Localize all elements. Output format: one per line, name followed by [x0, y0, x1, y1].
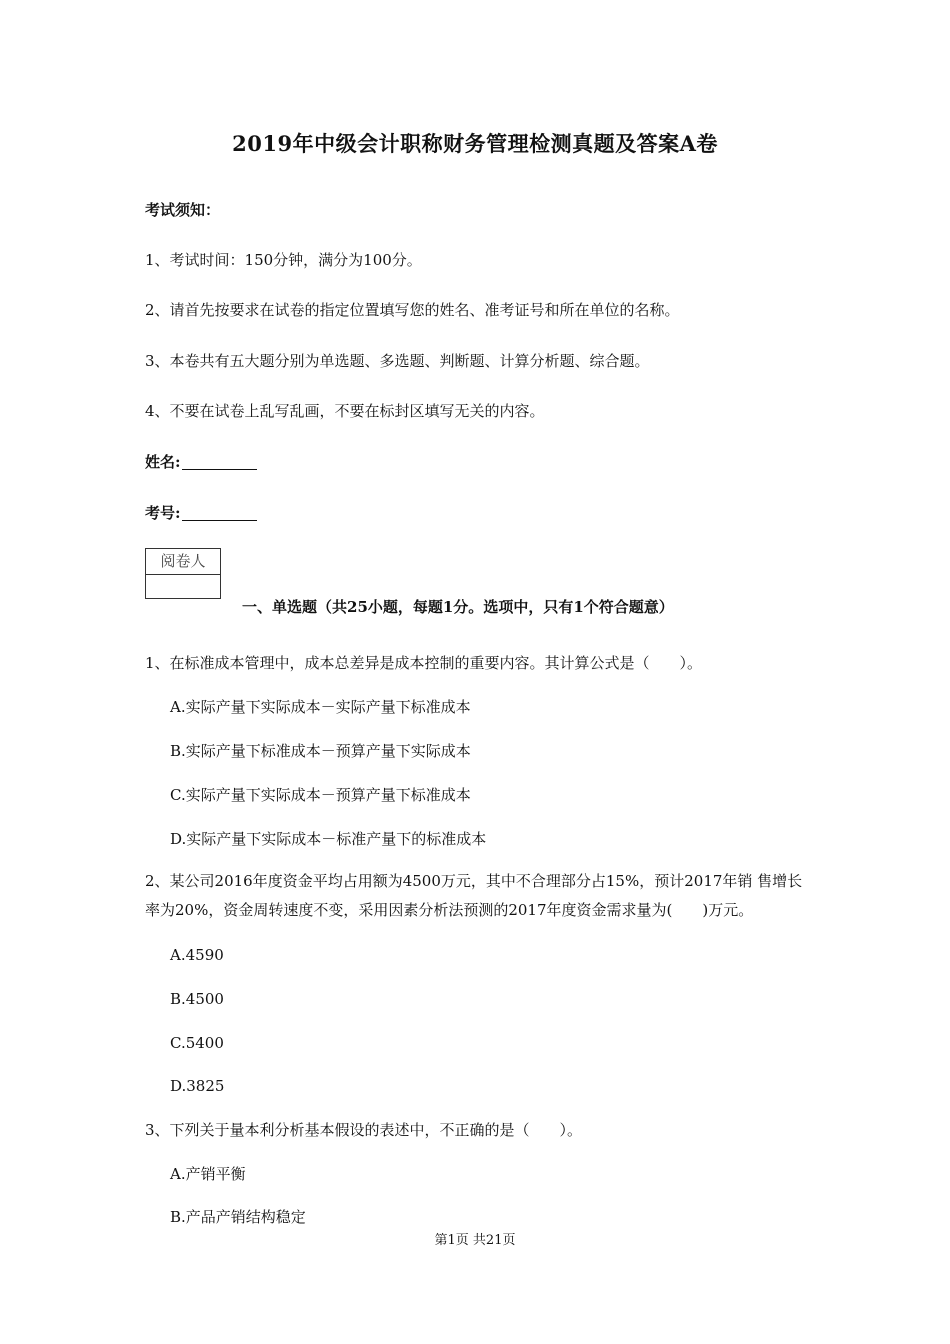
notice-heading: 考试须知：	[145, 201, 221, 219]
notice-item: 4、不要在试卷上乱写乱画，不要在标封区填写无关的内容。	[145, 402, 545, 420]
name-blank[interactable]	[182, 453, 257, 470]
page-title: 2019年中级会计职称财务管理检测真题及答案A卷	[232, 131, 718, 156]
question-stem: 1、在标准成本管理中，成本总差异是成本控制的重要内容。其计算公式是（ ）。	[145, 654, 703, 672]
page-footer: 第1页 共21页	[434, 1233, 516, 1248]
id-field	[145, 503, 257, 523]
question-option: A.产销平衡	[170, 1165, 246, 1183]
id-blank[interactable]	[182, 504, 257, 521]
question-stem: 2、某公司2016年度资金平均占用额为4500万元，其中不合理部分占15%，预计2017年销 售增长率为20%，资金周转速度不变，采用因素分析法预测的2017年度资金需求量为( )万元。	[145, 872, 803, 919]
section-title: 一、单选题（共25小题，每题1分。选项中，只有1个符合题意）	[242, 598, 674, 616]
question-option: A.实际产量下实际成本－实际产量下标准成本	[170, 698, 471, 716]
question-option: D.实际产量下实际成本－标准产量下的标准成本	[170, 830, 487, 848]
grader-box	[145, 548, 221, 599]
question-option: B.产品产销结构稳定	[170, 1208, 306, 1226]
question-option: C.实际产量下实际成本－预算产量下标准成本	[170, 786, 471, 804]
name-label: 姓名:	[145, 453, 181, 471]
name-field	[145, 452, 257, 472]
question-option: A.4590	[170, 946, 224, 964]
question-option: D.3825	[170, 1077, 225, 1095]
notice-item: 3、本卷共有五大题分别为单选题、多选题、判断题、计算分析题、综合题。	[145, 352, 650, 370]
question-option: B.4500	[170, 990, 224, 1008]
notice-item: 1、考试时间：150分钟，满分为100分。	[145, 251, 422, 269]
id-label: 考号:	[145, 504, 181, 522]
grader-label: 阅卷人	[146, 549, 220, 575]
question-stem: 3、下列关于量本利分析基本假设的表述中，不正确的是（ ）。	[145, 1121, 583, 1139]
notice-item: 2、请首先按要求在试卷的指定位置填写您的姓名、准考证号和所在单位的名称。	[145, 301, 680, 319]
question-option: B.实际产量下标准成本－预算产量下实际成本	[170, 742, 471, 760]
question-option: C.5400	[170, 1034, 224, 1052]
